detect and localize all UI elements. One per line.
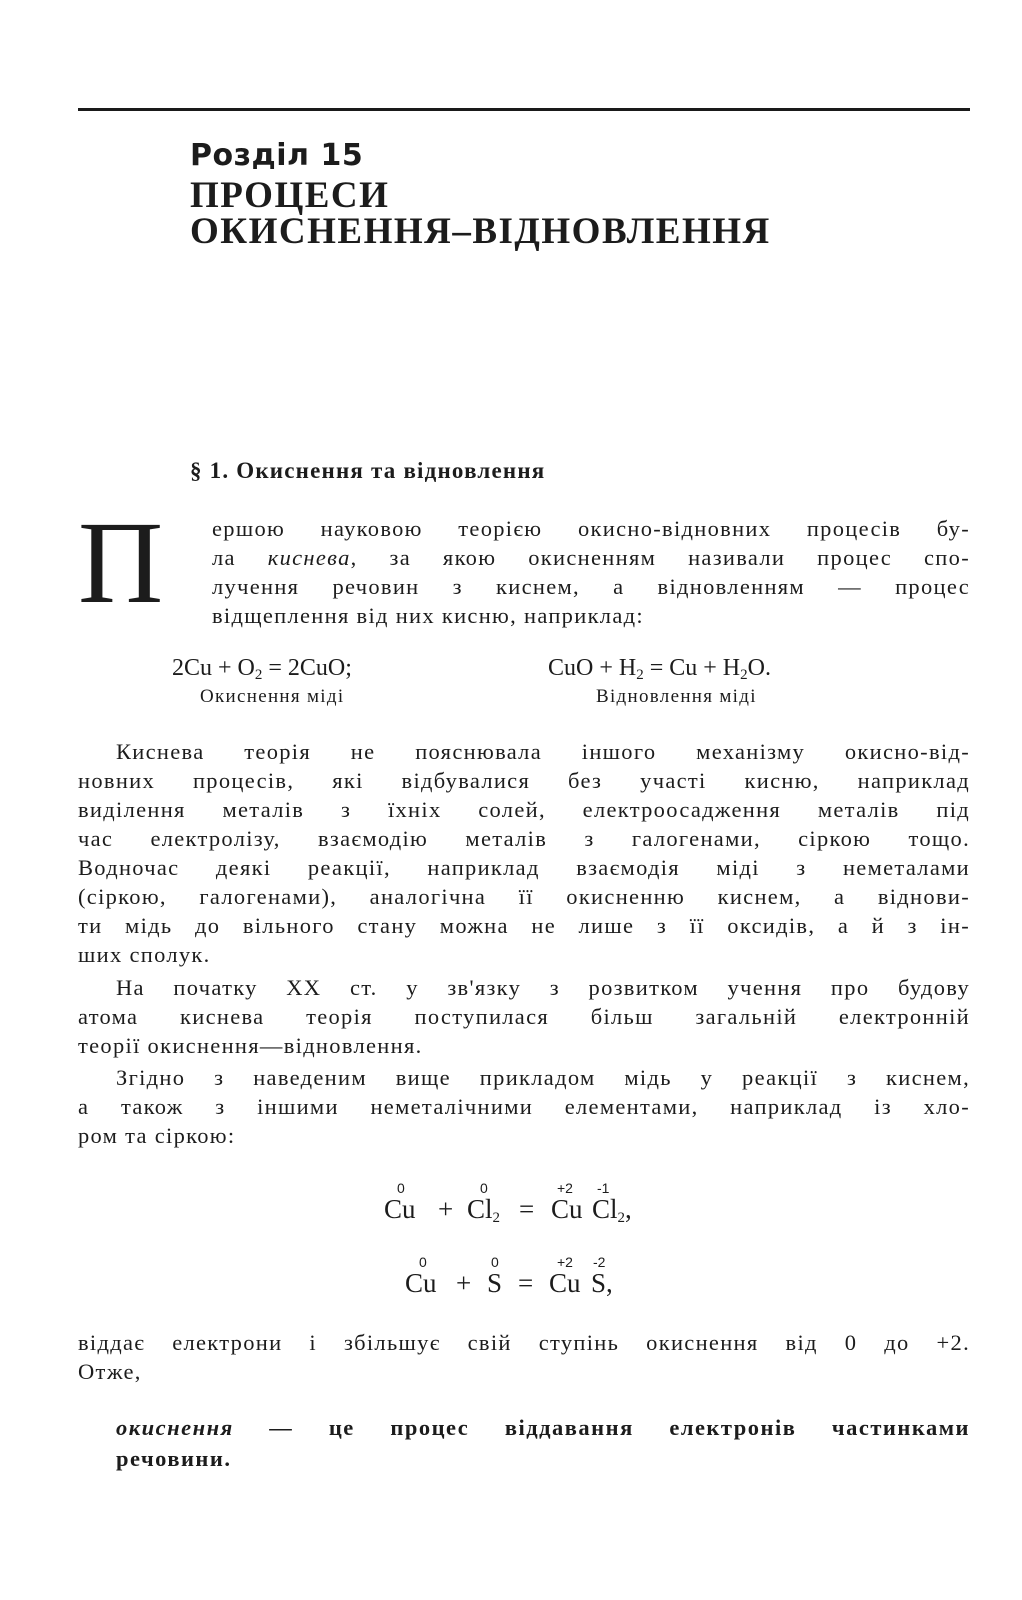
chapter-label: Розділ 15 [190,138,364,173]
p4-line-2: а також з іншими неметалічними елементами, наприклад із хло- [78,1094,970,1119]
p2-line-5: Водночас деякі реакції, наприклад взаємодія міді з неметалами [78,855,970,880]
definition-term: окиснення [116,1415,234,1440]
top-rule [78,108,970,111]
chapter-title-line2: ОКИСНЕННЯ–ВІДНОВЛЕННЯ [190,211,771,252]
drop-cap: П [78,497,164,628]
term-kysneva: киснева [267,545,351,570]
p5-line-1: віддає електрони і збільшує свій ступінь окиснення від 0 до +2. [78,1330,970,1355]
intro-line-4: відщеплення від них кисню, наприклад: [212,603,644,628]
p2-line-6: (сіркою, галогенами), аналогічна її окисненню киснем, а віднови- [78,884,970,909]
p3-line-2: атома киснева теорія поступилася більш загальній електронній [78,1004,970,1029]
p3-line-3: теорії окиснення—відновлення. [78,1033,423,1058]
p2-line-4: час електролізу, взаємодію металів з галогенами, сіркою тощо. [78,826,970,851]
definition-line-1: окиснення — це процес віддавання електронів частинками [116,1415,970,1440]
intro-line-2: ла киснева, за якою окисненням називали процес спо- [212,545,970,570]
caption-reduction: Відновлення міді [596,686,757,707]
equation-oxidation: $2Cu + O_2 = 2CuO$; [172,655,352,683]
p2-line-2: новних процесів, які відбувалися без участі кисню, наприклад [78,768,970,793]
chapter-title-line1: ПРОЦЕСИ [190,175,390,216]
equation-reduction: CuO + $H_2 = Cu + H_2O$. [548,655,771,683]
section-title: § 1. Окиснення та відновлення [190,458,546,483]
definition-line-2: речовини. [116,1446,232,1471]
p2-line-7: ти мідь до вільного стану можна не лише з її оксидів, а й з ін- [78,913,970,938]
p4-line-3: ром та сіркою: [78,1123,236,1148]
p2-line-1: Киснева теорія не пояснювала іншого механізму окисно-від- [116,739,970,764]
p2-line-3: виділення металів з їхніх солей, електроосадження металів під [78,797,970,822]
caption-oxidation: Окиснення міді [200,686,345,707]
p2-line-8: ших сполук. [78,942,211,967]
p3-line-1: На початку XX ст. у зв'язку з розвитком учення про будову [116,975,970,1000]
intro-line-1: ершою науковою теорією окисно-відновних процесів бу- [212,516,970,541]
p4-line-1: Згідно з наведеним вище прикладом мідь у реакції з киснем, [116,1065,970,1090]
p5-line-2: Отже, [78,1359,142,1384]
intro-line-3: лучення речовин з киснем, а відновленням — процес [212,574,970,599]
